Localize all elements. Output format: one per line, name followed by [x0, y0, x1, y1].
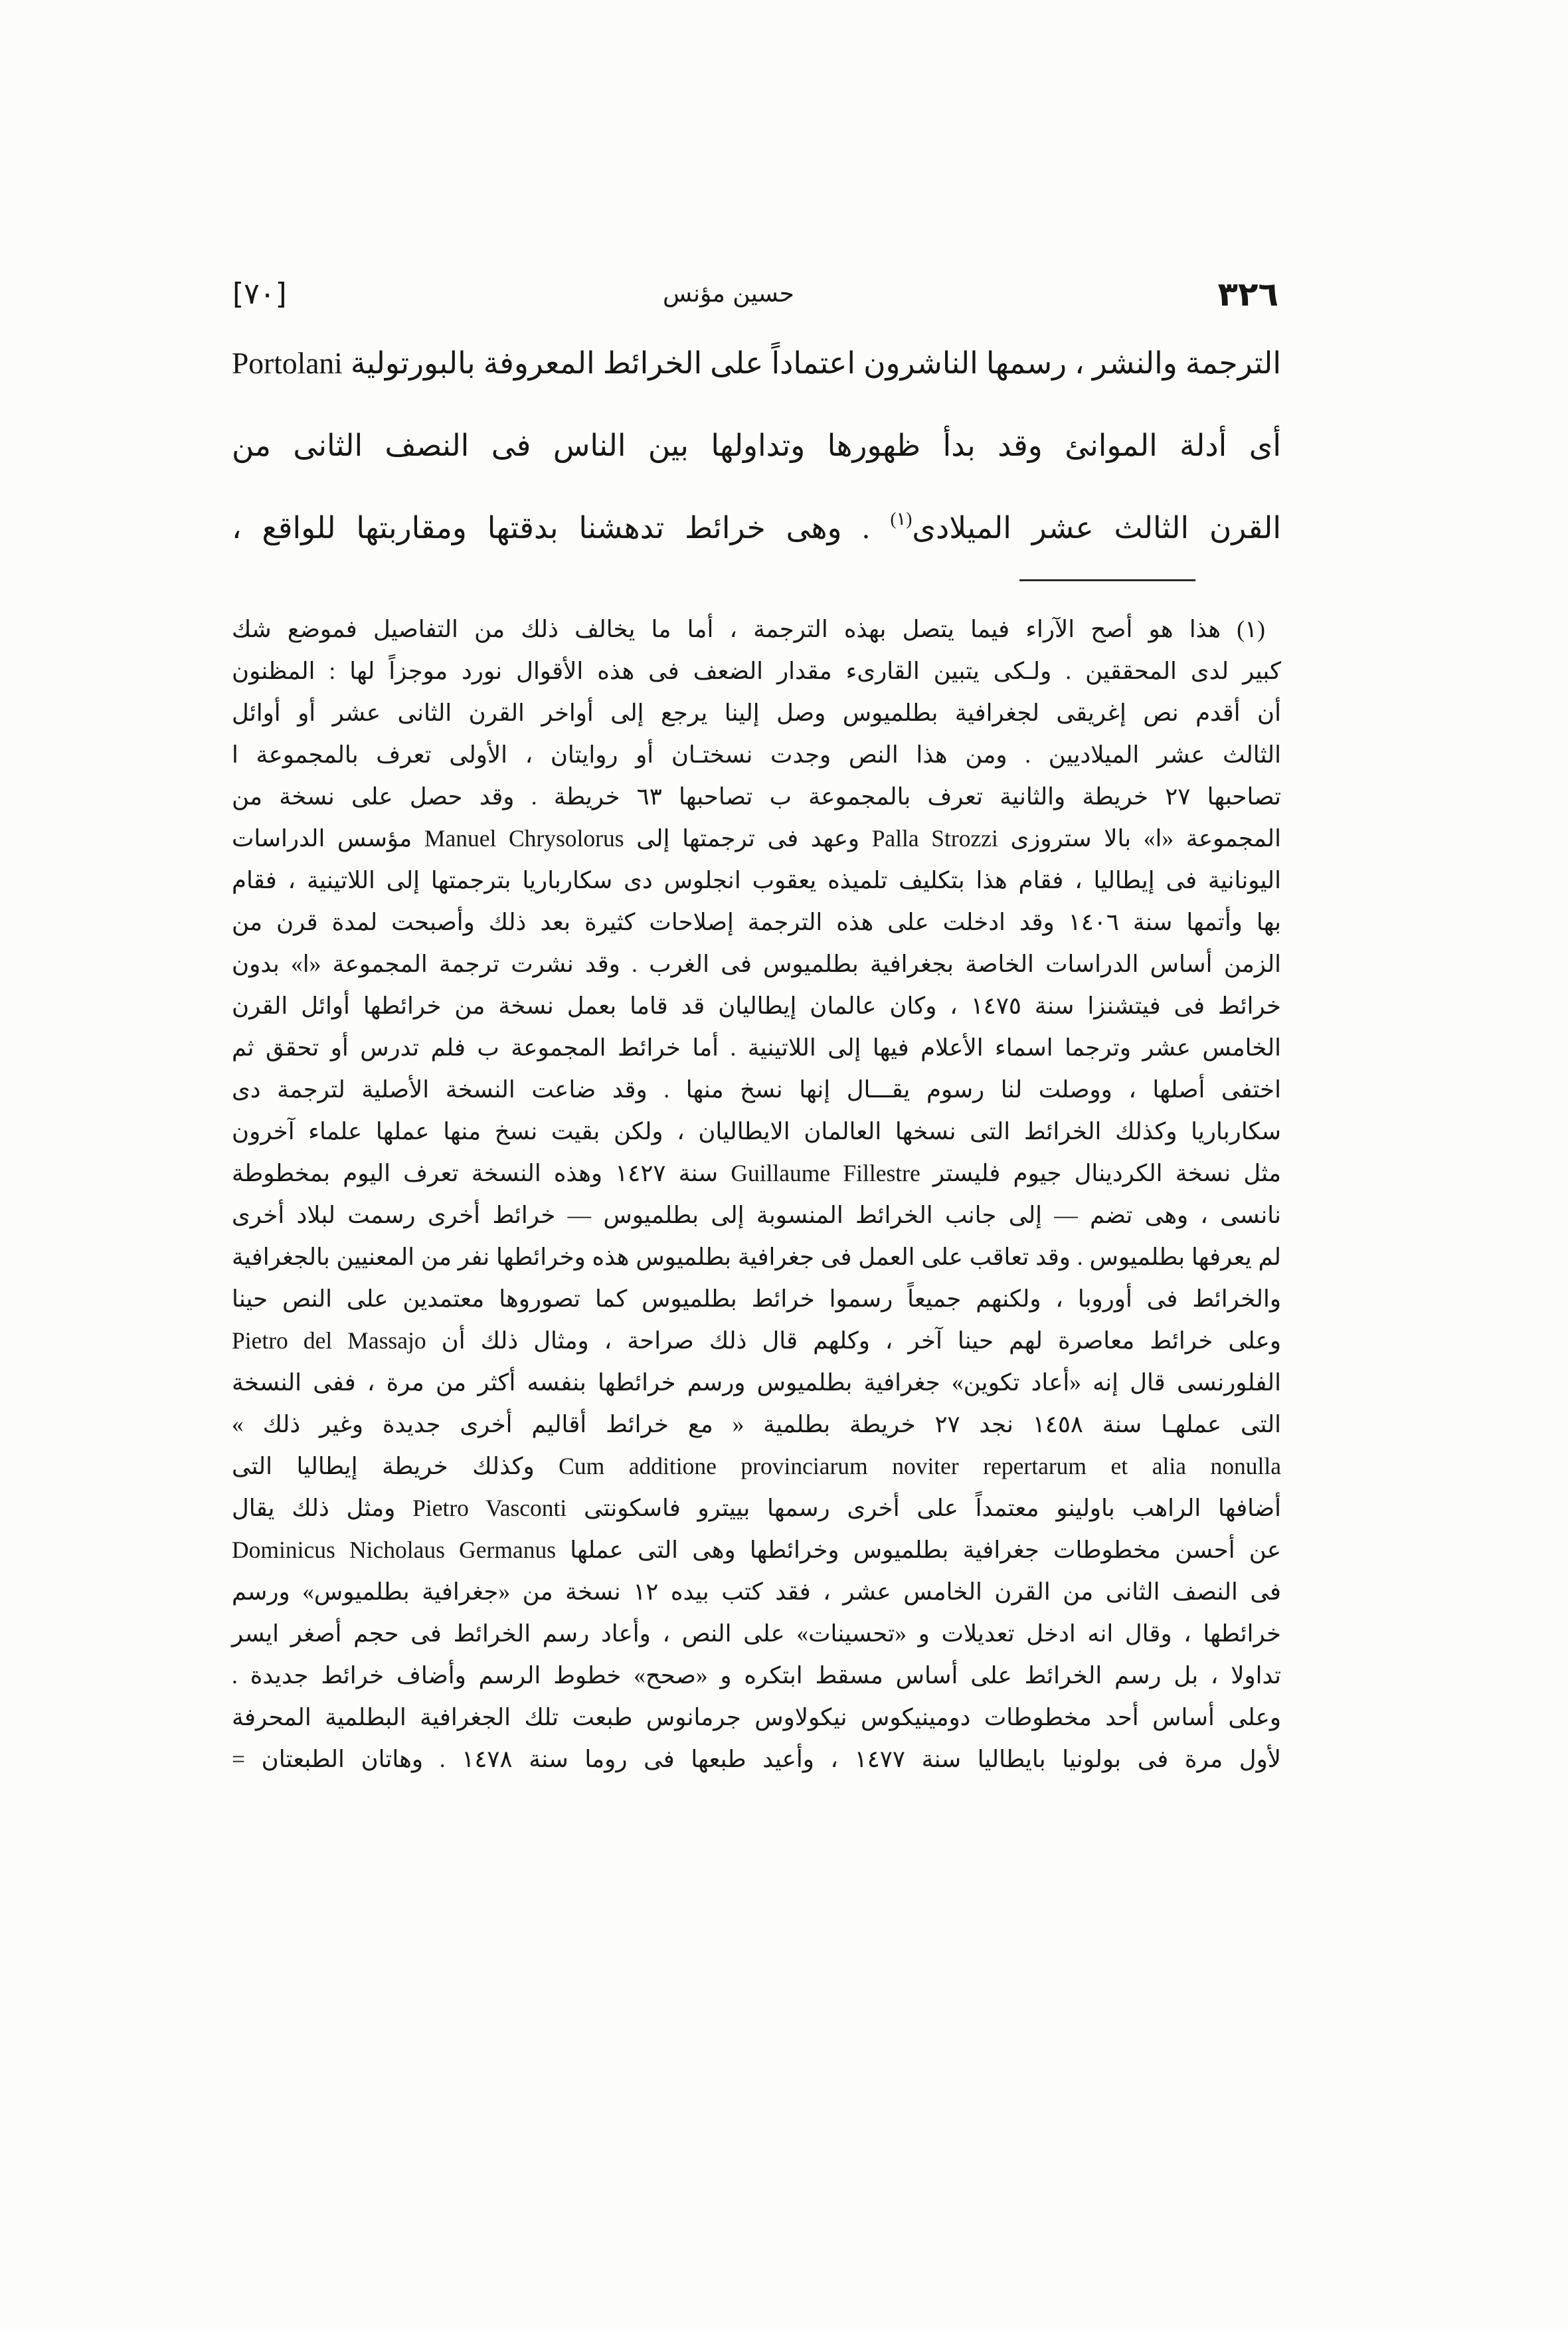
footnote-reference: (١)	[890, 508, 913, 529]
page-number: ٣٢٦	[1217, 275, 1278, 314]
footnote-separator	[1019, 579, 1195, 581]
footnote-line: والخرائط فى أوروبا ، ولكنهم جميعاً رسموا خرائط بطلميوس كما تصوروها معتمدين على النص حينا	[232, 1285, 1281, 1312]
footnote-line: وعلى خرائط معاصرة لهم حينا آخر ، وكلهم قال ذلك صراحة ، ومثال ذلك أن Pietro del Massajo	[232, 1327, 1281, 1354]
footnote-line: خرائطها ، وقال انه ادخل تعديلات و «تحسينات» على النص ، وأعاد رسم الخرائط فى حجم أصغر ايسر	[232, 1620, 1281, 1647]
footnote-line: عن أحسن مخطوطات جغرافية بطلميوس وخرائطها وهى التى عملها Dominicus Nicholaus Germanus	[232, 1537, 1282, 1563]
body-line-text: . وهى خرائط تدهشنا بدقتها ومقاربتها للواقع ،	[232, 511, 891, 545]
footnote-line: تصاحبها ٢٧ خريطة والثانية تعرف بالمجموعة ب تصاحبها ٦٣ خريطة . وقد حصل على نسخة من	[232, 783, 1281, 810]
footnote-line: اليونانية فى إيطاليا ، فقام هذا بتكليف تلميذه يعقوب انجلوس دى سكارباريا بترجمتها إلى اللاتينية ، فقام	[232, 867, 1281, 893]
footnote-line: التى عملهـا سنة ١٤٥٨ نجد ٢٧ خريطة بطلمية « مع خرائط أقاليم أخرى جديدة وغير ذلك »	[232, 1411, 1281, 1438]
section-marker: [٧٠]	[232, 277, 287, 311]
footnote-line: اختفى أصلها ، ووصلت لنا رسوم يقـــال إنها نسخ منها . وقد ضاعت النسخة الأصلية لترجمة دى	[232, 1076, 1281, 1103]
footnote-line: الزمن أساس الدراسات الخاصة بجغرافية بطلميوس فى الغرب . وقد نشرت ترجمة المجموعة «ا» بدون	[232, 951, 1281, 977]
footnote-line: لم يعرفها بطلميوس . وقد تعاقب على العمل فى جغرافية بطلميوس هذه وخرائطها نفر من المعنيين بالجغرافية	[232, 1244, 1281, 1270]
running-head-author: حسين مؤنس	[663, 280, 794, 308]
footnote-line: (١) هذا هو أصح الآراء فيما يتصل بهذه الترجمة ، أما ما يخالف ذلك من التفاصيل فموضع شك	[232, 616, 1265, 642]
footnote-line: أضافها الراهب باولينو معتمداً على أخرى رسمها بييترو فاسكونتى Pietro Vasconti ومثل ذلك يقال	[232, 1495, 1281, 1521]
footnote-line: Cum additione provinciarum noviter repertarum et alia nonulla وكذلك خريطة إيطاليا التى	[232, 1453, 1281, 1479]
footnote-line: نانسى ، وهى تضم — إلى جانب الخرائط المنسوبة إلى بطلميوس — خرائط أخرى رسمت لبلاد أخرى	[232, 1202, 1281, 1228]
footnote-line: الفلورنسى قال إنه «أعاد تكوين» جغرافية بطلميوس ورسم خرائطها بنفسه أكثر من مرة ، ففى النسخة	[232, 1369, 1281, 1396]
footnote-line: خرائط فى فيتشنزا سنة ١٤٧٥ ، وكان عالمان إيطاليان قد قاما بعمل نسخة من خرائطها أوائل القرن	[232, 992, 1282, 1019]
body-line	[232, 487, 1281, 573]
footnote-line: المجموعة «ا» بالا ستروزى Palla Strozzi وعهد فى ترجمتها إلى Manuel Chrysolorus مؤسس الدراسات	[232, 825, 1281, 852]
body-line: أى أدلة الموانئ وقد بدأ ظهورها وتداولها بين الناس فى النصف الثانى من	[232, 428, 1281, 462]
body-line-text: القرن الثالث عشر الميلادى	[912, 511, 1282, 545]
footnote-line: وعلى أساس أحد مخطوطات دومينيكوس نيكولاوس جرمانوس طبعت تلك الجغرافية البطلمية المحرفة	[232, 1704, 1281, 1730]
body-line: الترجمة والنشر ، رسمها الناشرون اعتماداً على الخرائط المعروفة بالبورتولية Portolani	[232, 346, 1281, 380]
footnote-line: لأول مرة فى بولونيا بايطاليا سنة ١٤٧٧ ، وأعيد طبعها فى روما سنة ١٤٧٨ . وهاتان الطبعتان =	[232, 1746, 1281, 1772]
footnote-line: تداولا ، بل رسم الخرائط على أساس مسقط ابتكره و «صحح» خطوط الرسم وأضاف خرائط جديدة .	[232, 1662, 1281, 1689]
footnote	[232, 608, 1281, 1780]
footnote-line: بها وأتمها سنة ١٤٠٦ وقد ادخلت على هذه الترجمة إصلاحات كثيرة بعد ذلك وأصبحت لمدة قرن من	[232, 909, 1281, 935]
footnote-line: سكارباريا وكذلك الخرائط التى نسخها العالمان الايطاليان ، ولكن بقيت نسخ منها عملها علماء آخرون	[232, 1118, 1281, 1145]
footnote-line: فى النصف الثانى من القرن الخامس عشر ، فقد كتب بيده ١٢ نسخة من «جغرافية بطلميوس» ورسم	[232, 1578, 1281, 1605]
footnote-line: الثالث عشر الميلاديين . ومن هذا النص وجدت نسختـان أو روايتان ، الأولى تعرف بالمجموعة ا	[232, 741, 1281, 768]
body-text	[232, 322, 1281, 573]
footnote-line: مثل نسخة الكردينال جيوم فليستر Guillaume Fillestre سنة ١٤٢٧ وهذه النسخة تعرف اليوم بمخطوطة	[232, 1160, 1281, 1186]
footnote-line: أن أقدم نص إغريقى لجغرافية بطلميوس وصل إلينا يرجع إلى أواخر القرن الثانى عشر أو أوائل	[232, 699, 1281, 726]
footnote-line: الخامس عشر وترجما اسماء الأعلام فيها إلى اللاتينية . أما خرائط المجموعة ب فلم تدرس أو تحقق ثم	[232, 1034, 1281, 1061]
footnote-line: كبير لدى المحققين . ولـكى يتبين القارىء مقدار الضعف فى هذه الأقوال نورد موجزاً لها : المظنون	[232, 658, 1281, 684]
